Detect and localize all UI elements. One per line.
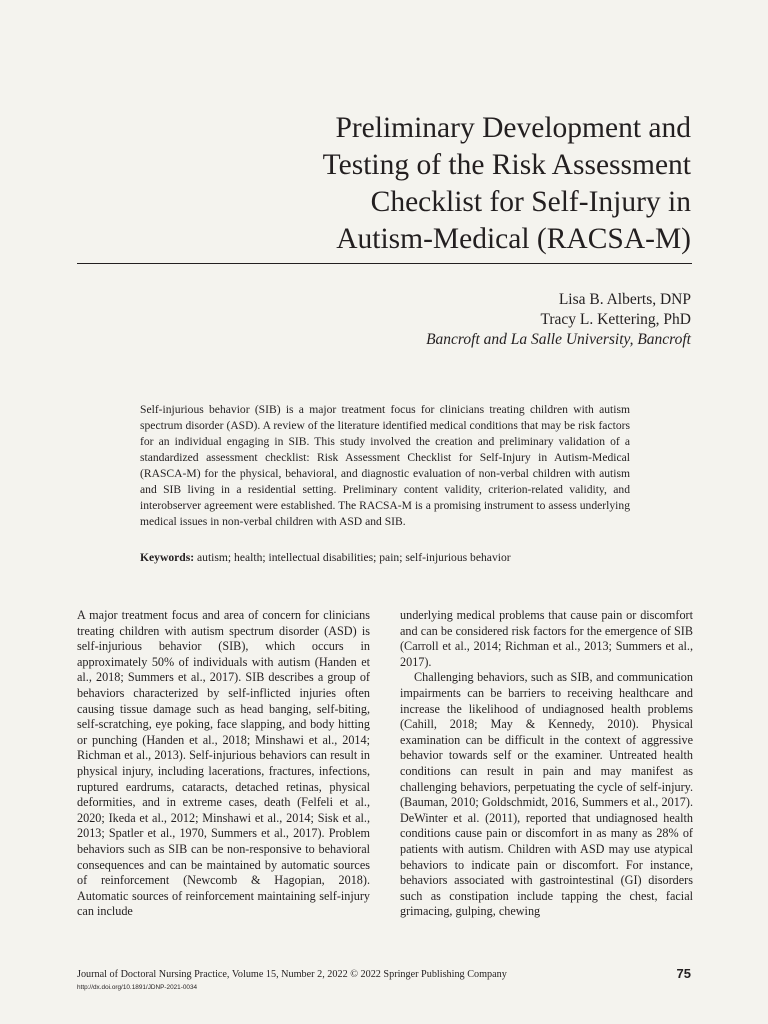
- author-name: Tracy L. Kettering, PhD: [540, 311, 691, 328]
- title-divider: [77, 263, 692, 264]
- body-column-left: [77, 608, 370, 920]
- keywords: [140, 550, 630, 566]
- article-title: [250, 110, 691, 258]
- title-line: Autism-Medical (RACSA-M): [336, 223, 691, 255]
- doi-link[interactable]: http://dx.doi.org/10.1891/JDNP-2021-0034: [77, 984, 198, 991]
- title-line: Checklist for Self-Injury in: [370, 186, 691, 218]
- journal-citation: Journal of Doctoral Nursing Practice, Volume 15, Number 2, 2022 © 2022 Springer Publishing Company: [77, 969, 507, 980]
- body-column-right: [400, 608, 693, 920]
- body-paragraph: Challenging behaviors, such as SIB, and communication impairments can be barriers to receiving healthcare and increase the likelihood of undiagnosed health problems (Cahill, 2018; May & Kennedy, 2010). Physical examination can be difficult in the context of aggressive behavior towards self or the examiner. Untreated health conditions can result in pain and may manifest as challenging behaviors, perpetuating the cycle of self-injury. (Bauman, 2010; Goldschmidt, 2016, Summers et al., 2017). DeWinter et al. (2011), reported that undiagnosed health conditions cause pain or discomfort in as many as 28% of patients with autism. Children with ASD may use atypical behaviors to indicate pain or discomfort. For instance, behaviors associated with gastrointestinal (GI) disorders such as constipation include tapping the chest, facial grimacing, gulping, chewing: [400, 670, 693, 919]
- keywords-list: autism; health; intellectual disabilities; pain; self-injurious behavior: [197, 551, 511, 564]
- body-paragraph: underlying medical problems that cause pain or discomfort and can be considered risk factors for the emergence of SIB (Carroll et al., 2014; Richman et al., 2013; Summers et al., 2017).: [400, 608, 693, 669]
- author-affiliation: Bancroft and La Salle University, Bancroft: [426, 331, 691, 348]
- abstract: Self-injurious behavior (SIB) is a major treatment focus for clinicians treating children with autism spectrum disorder (ASD). A review of the literature identified medical conditions that may be risk factors for an individual engaging in SIB. This study involved the creation and preliminary validation of a standardized assessment checklist: Risk Assessment Checklist for Self-Injury in Autism-Medical (RASCA-M) for the physical, behavioral, and diagnostic evaluation of non-verbal children with autism and SIB living in a residential setting. Preliminary content validity, criterion-related validity, and interobserver agreement were established. The RACSA-M is a promising instrument to assess underlying medical issues in non-verbal children with ASD and SIB.: [140, 403, 630, 528]
- title-line: Testing of the Risk Assessment: [322, 149, 691, 181]
- page-number: 75: [676, 966, 691, 981]
- body-paragraph: A major treatment focus and area of concern for clinicians treating children with autism spectrum disorder (ASD) is self-injurious behavior (SIB), which occurs in approximately 50% of individuals with autism (Handen et al., 2018; Summers et al., 2017). SIB describes a group of behaviors characterized by self-inflicted injuries often causing tissue damage such as head banging, self-biting, self-scratching, eye poking, face slapping, and body hitting or punching (Handen et al., 2018; Minshawi et al., 2014; Richman et al., 2013). Self-injurious behaviors can result in physical injury, including lacerations, fractures, infections, ruptured eardrums, cataracts, detached retinas, physical deformities, and in extreme cases, death (Felfeli et al., 2020; Ikeda et al., 2012; Minshawi et al., 2014; Sisk et al., 2013; Spatler et al., 1970, Summers et al., 2017). Problem behaviors such as SIB can be non-responsive to behavioral consequences and can be maintained by automatic sources of reinforcement (Newcomb & Hagopian, 2018). Automatic sources of reinforcement maintaining self-injury can include: [77, 608, 370, 919]
- author-name: Lisa B. Alberts, DNP: [558, 291, 691, 308]
- title-line: Preliminary Development and: [335, 112, 691, 144]
- keywords-label: Keywords:: [140, 551, 195, 564]
- author-block: [426, 290, 691, 350]
